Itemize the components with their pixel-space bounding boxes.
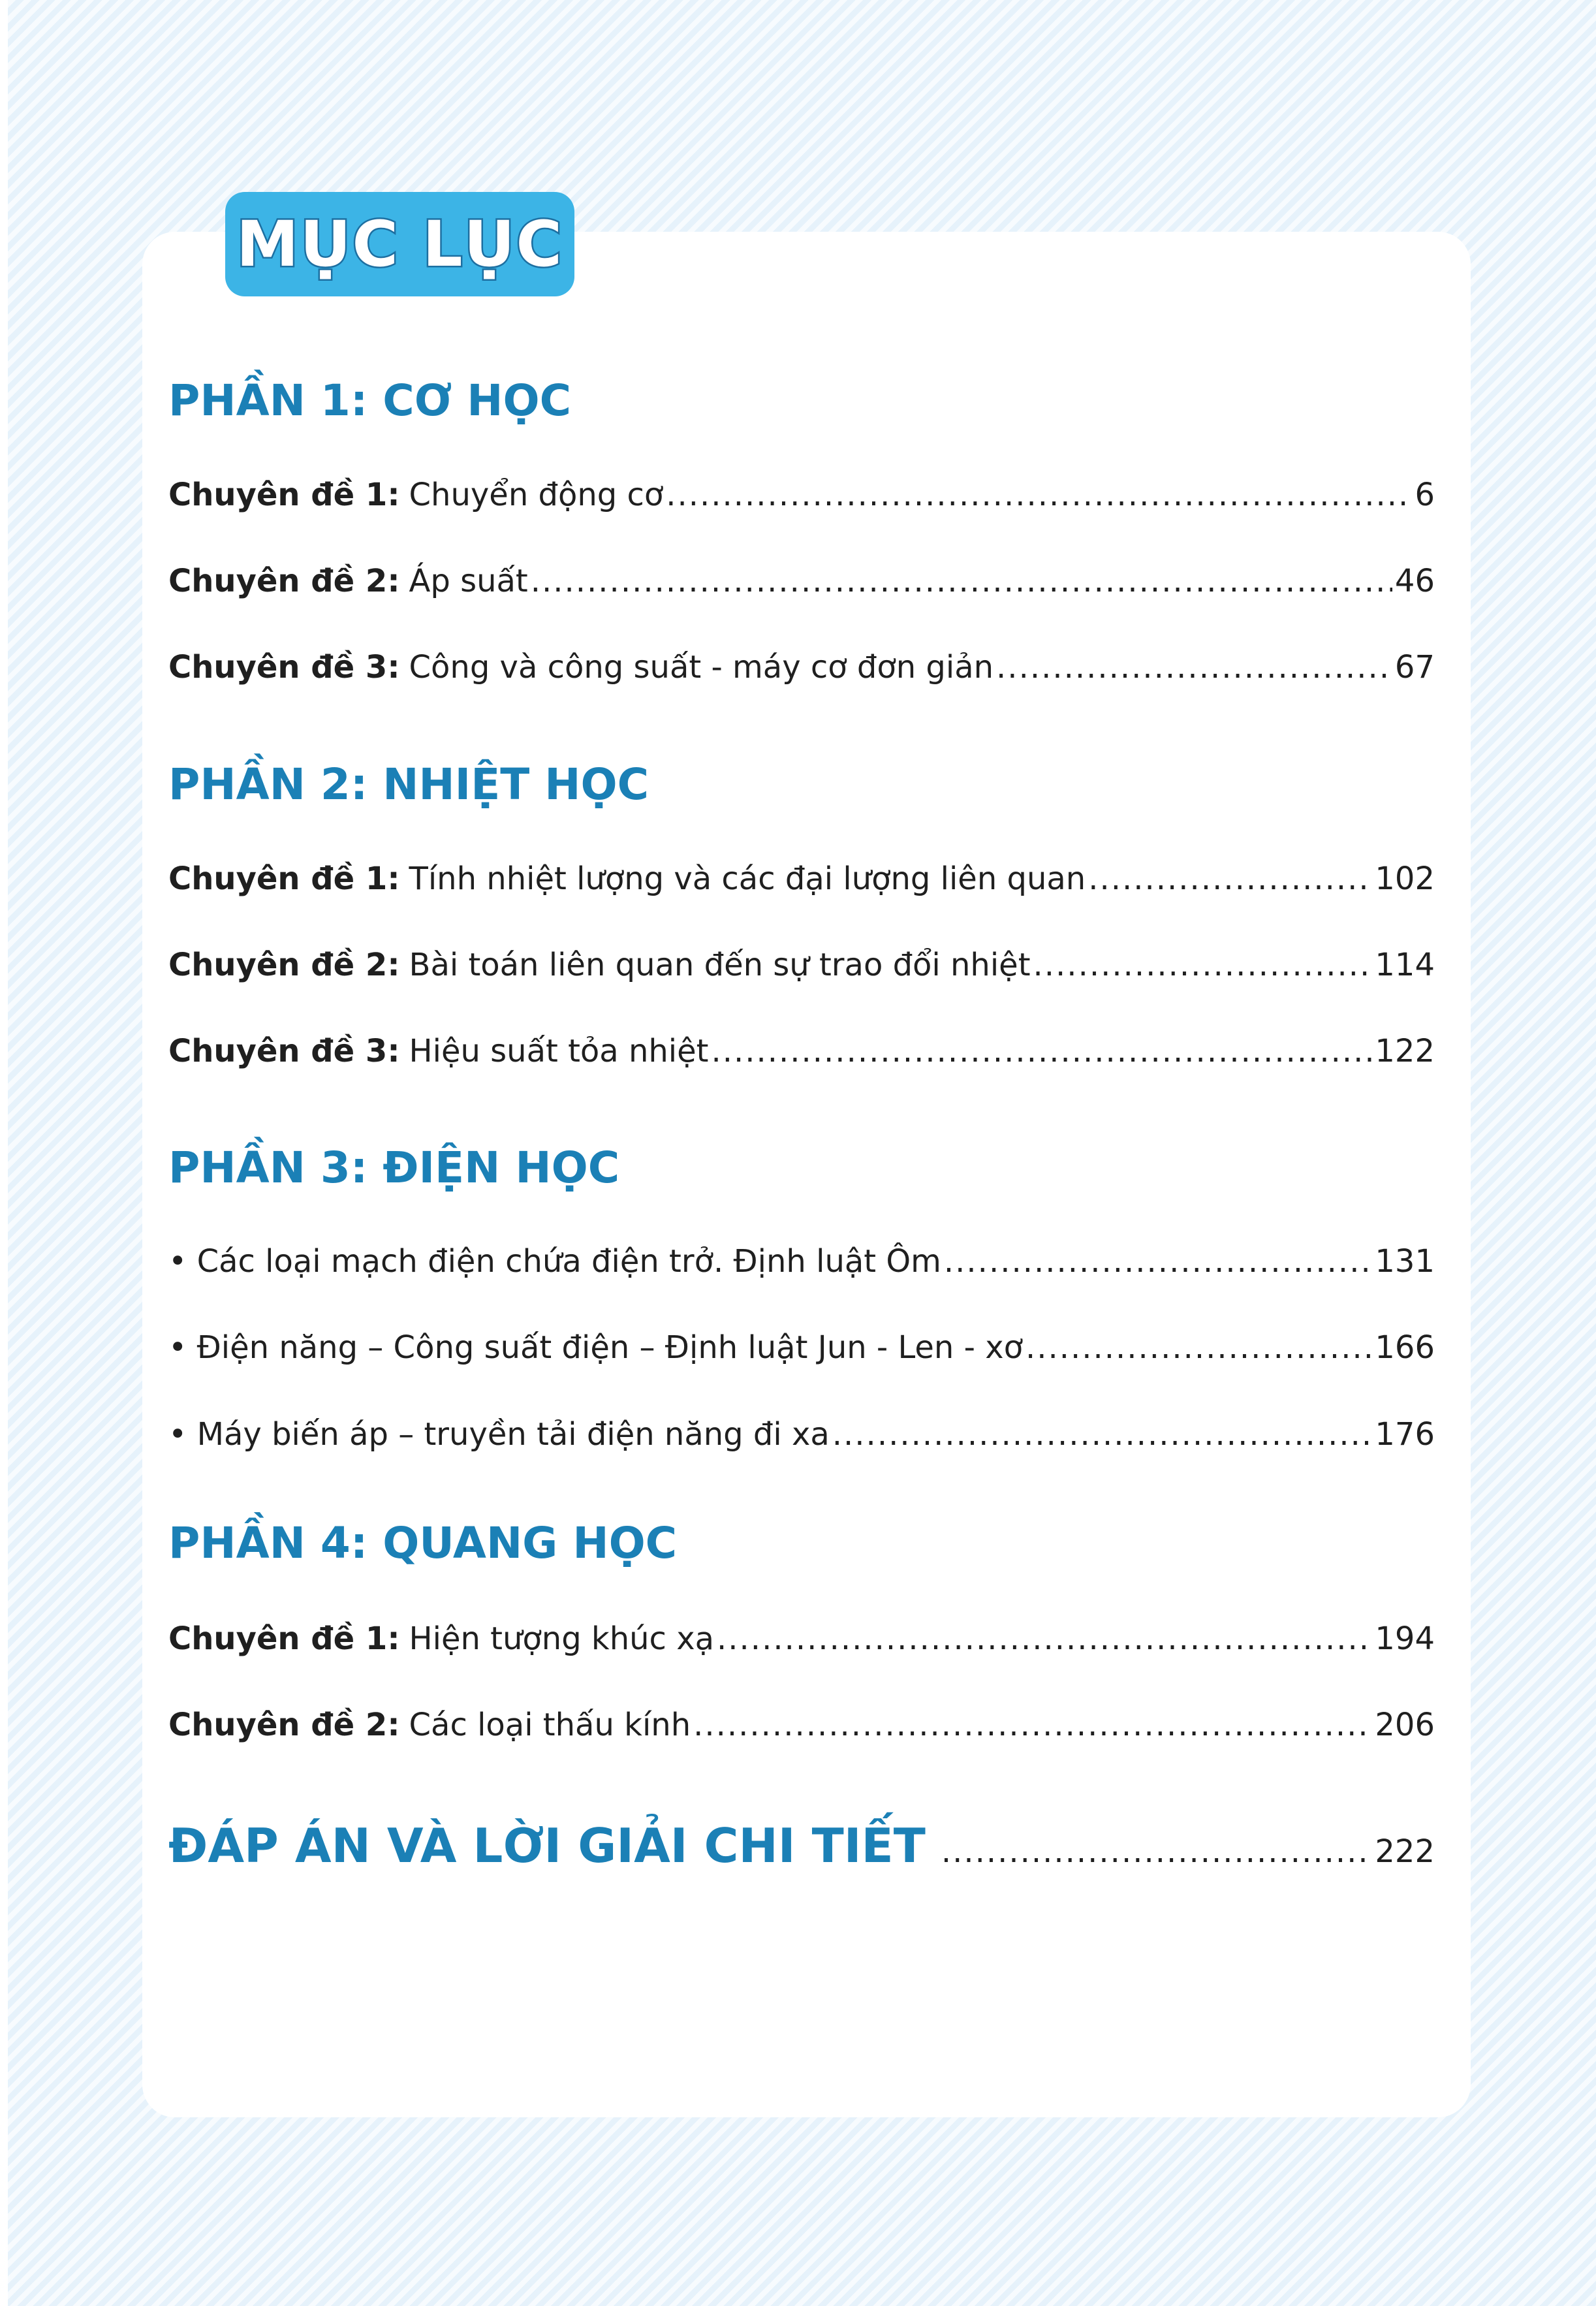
- entry-page: 122: [1375, 1033, 1435, 1069]
- entry-label: Chuyên đề 1:: [168, 477, 400, 513]
- toc-entry[interactable]: [168, 1707, 1435, 1752]
- toc-entry[interactable]: [168, 1243, 1435, 1289]
- dot-leader: [693, 1707, 1372, 1743]
- dot-leader: [996, 649, 1392, 686]
- entry-title: Công và công suất - máy cơ đơn giản: [409, 649, 994, 686]
- entry-label: Chuyên đề 1:: [168, 1620, 400, 1657]
- entry-title: • Các loại mạch điện chứa điện trở. Định luật Ôm: [168, 1243, 941, 1280]
- toc-entry-answers[interactable]: [168, 1818, 1435, 1884]
- toc-entry[interactable]: [168, 1416, 1435, 1462]
- entry-title: • Điện năng – Công suất điện – Định luật Jun - Len - xơ: [168, 1329, 1023, 1366]
- dot-leader: [531, 563, 1392, 599]
- page-title: MỤC LỤC: [236, 208, 563, 281]
- toc-entry[interactable]: [168, 947, 1435, 992]
- entry-title: Hiện tượng khúc xạ: [409, 1620, 715, 1657]
- entry-label: Chuyên đề 3:: [168, 1033, 400, 1069]
- entry-page: 222: [1375, 1833, 1435, 1870]
- toc-entry[interactable]: [168, 1329, 1435, 1375]
- dot-leader: [944, 1243, 1372, 1280]
- entry-page: 166: [1375, 1329, 1435, 1366]
- entry-label: Chuyên đề 1:: [168, 861, 400, 897]
- dot-leader: [1033, 947, 1373, 983]
- entry-title: Các loại thấu kính: [409, 1707, 691, 1743]
- section-heading-3: PHẦN 3: ĐIỆN HỌC: [168, 1143, 620, 1193]
- section-heading-4: PHẦN 4: QUANG HỌC: [168, 1518, 678, 1568]
- page-edge: [0, 0, 8, 2306]
- title-badge: [225, 192, 574, 296]
- dot-leader: [1088, 861, 1372, 897]
- entry-page: 6: [1415, 477, 1435, 513]
- entry-title: Tính nhiệt lượng và các đại lượng liên quan: [409, 861, 1086, 897]
- entry-page: 67: [1394, 649, 1435, 686]
- toc-entry[interactable]: [168, 861, 1435, 906]
- entry-page: 102: [1375, 861, 1435, 897]
- entry-page: 46: [1394, 563, 1435, 599]
- toc-entry[interactable]: [168, 1033, 1435, 1079]
- dot-leader: [1025, 1329, 1372, 1366]
- entry-label: Chuyên đề 2:: [168, 1707, 400, 1743]
- answers-heading: ĐÁP ÁN VÀ LỜI GIẢI CHI TIẾT: [168, 1818, 926, 1873]
- entry-title: Bài toán liên quan đến sự trao đổi nhiệt: [409, 947, 1031, 983]
- entry-title: Áp suất: [409, 563, 528, 599]
- entry-title: Chuyển động cơ: [409, 477, 664, 513]
- toc-entry[interactable]: [168, 477, 1435, 522]
- entry-page: 114: [1375, 947, 1435, 983]
- entry-page: 176: [1375, 1416, 1435, 1453]
- entry-page: 194: [1375, 1620, 1435, 1657]
- toc-entry[interactable]: [168, 649, 1435, 695]
- toc-entry[interactable]: [168, 1620, 1435, 1666]
- entry-label: Chuyên đề 3:: [168, 649, 400, 686]
- entry-page: 131: [1375, 1243, 1435, 1280]
- entry-label: Chuyên đề 2:: [168, 563, 400, 599]
- section-heading-1: PHẦN 1: CƠ HỌC: [168, 375, 572, 426]
- dot-leader: [717, 1620, 1372, 1657]
- entry-title: Hiệu suất tỏa nhiệt: [409, 1033, 709, 1069]
- dot-leader: [711, 1033, 1372, 1069]
- dot-leader: [666, 477, 1412, 513]
- dot-leader: [941, 1833, 1373, 1870]
- entry-title: • Máy biến áp – truyền tải điện năng đi xa: [168, 1416, 830, 1453]
- entry-label: Chuyên đề 2:: [168, 947, 400, 983]
- toc-entry[interactable]: [168, 563, 1435, 608]
- entry-page: 206: [1375, 1707, 1435, 1743]
- dot-leader: [832, 1416, 1373, 1453]
- section-heading-2: PHẦN 2: NHIỆT HỌC: [168, 759, 649, 810]
